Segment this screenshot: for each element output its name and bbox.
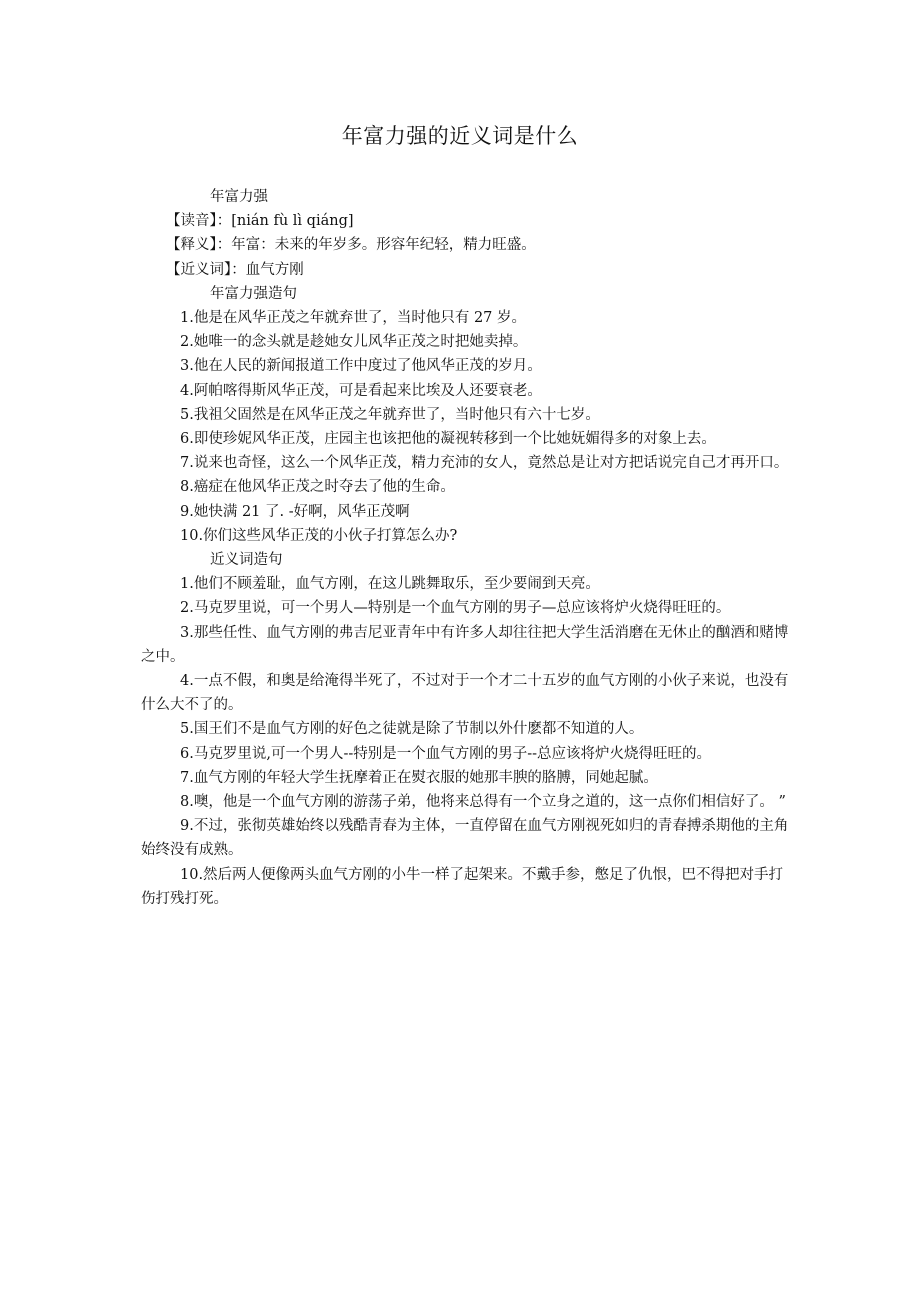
- meaning-line: 【释义】：年富：未来的年岁多。形容年纪轻，精力旺盛。: [166, 237, 536, 254]
- synonym-line: 【近义词】：血气方刚: [166, 261, 304, 278]
- section2-item: 7.血气方刚的年轻大学生抚摩着正在熨衣服的她那丰腴的胳膊，同她起腻。: [180, 769, 658, 786]
- section2-item: 1.他们不顾羞耻，血气方刚，在这儿跳舞取乐，至少要闹到天亮。: [180, 576, 600, 593]
- section2-item: 10.然后两人便像两头血气方刚的小牛一样了起架来。不戴手参，憋足了仇恨，巴不得把对手打伤打残打死。: [141, 866, 784, 907]
- section1-item: 5.我祖父固然是在风华正茂之年就弃世了，当时他只有六十七岁。: [180, 406, 600, 423]
- reading-line: 【读音】：[nián fù lì qiáng]: [166, 213, 354, 230]
- section2-item: 6.马克罗里说,可一个男人--特别是一个血气方刚的男子--总应该将炉火烧得旺旺的。: [180, 745, 712, 762]
- section1-item: 4.阿帕喀得斯风华正茂，可是看起来比埃及人还要衰老。: [180, 382, 542, 399]
- section1-item: 2.她唯一的念头就是趁她女儿风华正茂之时把她卖掉。: [180, 334, 528, 351]
- section2-item: 3.那些任性、血气方刚的弗吉尼亚青年中有许多人却往往把大学生活消磨在无休止的酗酒和赌博之中。: [141, 624, 789, 665]
- section2-item: 5.国王们不是血气方刚的好色之徒就是除了节制以外什麽都不知道的人。: [180, 721, 644, 738]
- section1-heading: 年富力强造句: [210, 285, 297, 302]
- section1-item: 9.她快满 21 了. -好啊，风华正茂啊: [180, 503, 410, 520]
- section2-item: 8.噢，他是一个血气方刚的游荡子弟，他将来总得有一个立身之道的，这一点你们相信好了。 ”: [180, 794, 786, 811]
- section2-item: 9.不过，张彻英雄始终以残酷青春为主体，一直停留在血气方刚视死如归的青春搏杀期他的主角始终没有成熟。: [141, 818, 789, 859]
- section1-item: 8.癌症在他风华正茂之时夺去了他的生命。: [180, 479, 455, 496]
- section1-item: 1.他是在风华正茂之年就弃世了，当时他只有 27 岁。: [180, 310, 527, 327]
- page-title: 年富力强的近义词是什么: [341, 124, 579, 148]
- section2-item: 2.马克罗里说，可一个男人—特别是一个血气方刚的男子—总应该将炉火烧得旺旺的。: [180, 600, 731, 617]
- section2-heading: 近义词造句: [210, 552, 283, 569]
- section1-item: 3.他在人民的新闻报道工作中度过了他风华正茂的岁月。: [180, 358, 542, 375]
- section1-item: 6.即使珍妮风华正茂，庄园主也该把他的凝视转移到一个比她妩媚得多的对象上去。: [180, 431, 716, 448]
- section1-item: 10.你们这些风华正茂的小伙子打算怎么办?: [180, 527, 458, 544]
- section1-item: 7.说来也奇怪，这么一个风华正茂，精力充沛的女人，竟然总是让对方把话说完自己才再开口。: [180, 455, 789, 472]
- main-heading: 年富力强: [210, 189, 268, 205]
- document-body: [141, 185, 789, 911]
- section2-item: 4.一点不假，和奥是给淹得半死了，不过对于一个才二十五岁的血气方刚的小伙子来说，也没有什么大不了的。: [141, 673, 789, 714]
